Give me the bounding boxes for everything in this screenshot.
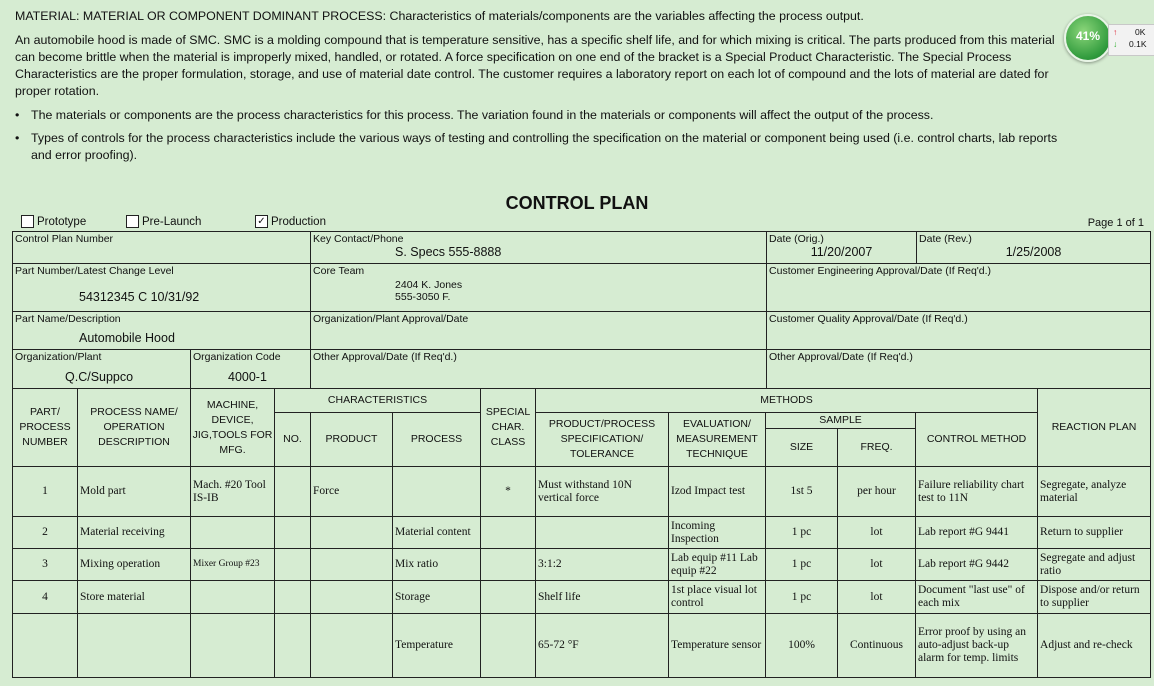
cell-evaluation: Lab equip #11 Lab equip #22 <box>669 549 766 581</box>
col-sample: SAMPLE <box>766 413 916 429</box>
col-reaction-plan: REACTION PLAN <box>1038 389 1151 467</box>
field-label: Customer Quality Approval/Date (If Req'd.) <box>769 313 968 325</box>
core-team-line: 555-3050 F. <box>395 291 451 303</box>
cpu-percent: 41% <box>1075 29 1101 43</box>
cell-product <box>311 517 393 549</box>
cell-machine <box>191 581 275 614</box>
cell-control: Failure reliability chart test to 11N <box>916 467 1038 517</box>
col-evaluation: EVALUATION/ MEASUREMENT TECHNIQUE <box>669 413 766 467</box>
cell-product: Force <box>311 467 393 517</box>
cell-no <box>275 614 311 678</box>
cell-product <box>311 614 393 678</box>
col-spec-tolerance: PRODUCT/PROCESS SPECIFICATION/ TOLERANCE <box>536 413 669 467</box>
checkbox-box[interactable] <box>21 215 34 228</box>
field-label: Core Team <box>313 265 365 277</box>
intro-paragraph: An automobile hood is made of SMC. SMC is a molding compound that is temperature sensitive, has a specific shelf life, and for which mixing is critical. The parts produced from this material can become brittle when the material is improperly mixed, handled, or rotated. A force specification on one end of the bracket is a Special Product Characteristic. The Special Process Characteristics are the proper formulation, storage, and use of material date control. The customer requires a laboratory report on each lot of compound and the lots of material are dated for proper rotation. <box>15 33 1055 98</box>
part-number-value: 54312345 C 10/31/92 <box>79 290 200 304</box>
cell-process <box>393 467 481 517</box>
cell-process: Material content <box>393 517 481 549</box>
cell-spec <box>536 517 669 549</box>
cell-spec: Shelf life <box>536 581 669 614</box>
table-row <box>13 467 1151 517</box>
field-label: Control Plan Number <box>15 233 114 245</box>
other-approval-cell <box>311 350 767 389</box>
cell-no <box>275 581 311 614</box>
cell-process: Mix ratio <box>393 549 481 581</box>
cell-process-name: Mixing operation <box>78 549 191 581</box>
cell-control: Lab report #G 9441 <box>916 517 1038 549</box>
cell-size: 1st 5 <box>766 467 838 517</box>
col-process: PROCESS <box>393 413 481 467</box>
cell-special <box>481 581 536 614</box>
cell-reaction: Adjust and re-check <box>1038 614 1151 678</box>
field-label: Customer Engineering Approval/Date (If Req'd.) <box>769 265 992 277</box>
cell-machine: Mach. #20 Tool IS-IB <box>191 467 275 517</box>
field-label: Key Contact/Phone <box>313 233 404 245</box>
field-label: Other Approval/Date (If Req'd.) <box>769 351 913 363</box>
cell-spec: 3:1:2 <box>536 549 669 581</box>
cell-product <box>311 581 393 614</box>
date-orig-value: 11/20/2007 <box>810 245 873 259</box>
checkbox-label: Pre-Launch <box>142 215 202 228</box>
cell-part: 3 <box>13 549 78 581</box>
cell-freq: lot <box>838 581 916 614</box>
cell-machine: Mixer Group #23 <box>191 549 275 581</box>
cell-reaction: Segregate and adjust ratio <box>1038 549 1151 581</box>
cell-special <box>481 614 536 678</box>
cell-no <box>275 517 311 549</box>
col-no: NO. <box>275 413 311 467</box>
col-size: SIZE <box>766 429 838 467</box>
header-table <box>12 231 1151 389</box>
part-name-cell <box>13 312 311 350</box>
cell-evaluation: Temperature sensor <box>669 614 766 678</box>
bullet-dot-icon: • <box>15 108 20 122</box>
field-label: Other Approval/Date (If Req'd.) <box>313 351 457 363</box>
cell-reaction: Return to supplier <box>1038 517 1151 549</box>
control-plan-table <box>12 388 1151 678</box>
core-team-cell <box>311 264 767 312</box>
field-label: Organization Code <box>193 351 281 363</box>
field-label: Date (Orig.) <box>769 233 824 245</box>
cpu-usage-badge[interactable] <box>1064 14 1112 62</box>
col-part-process-number: PART/ PROCESS NUMBER <box>13 389 78 467</box>
intro-text <box>15 8 1065 170</box>
cell-process-name <box>78 614 191 678</box>
field-label: Date (Rev.) <box>919 233 972 245</box>
cell-no <box>275 549 311 581</box>
bullet-text: The materials or components are the process characteristics for this process. The variation found in the materials or components will affect the output of the process. <box>31 108 934 122</box>
cell-process-name: Material receiving <box>78 517 191 549</box>
other-approval-cell-2 <box>767 350 1151 389</box>
cell-spec: 65-72 °F <box>536 614 669 678</box>
field-label: Organization/Plant Approval/Date <box>313 313 469 325</box>
field-label: Organization/Plant <box>15 351 102 363</box>
checkmark-icon[interactable]: ✓ <box>255 215 268 228</box>
org-code-value: 4000-1 <box>228 370 267 384</box>
cell-no <box>275 467 311 517</box>
cust-quality-cell <box>767 312 1151 350</box>
col-control-method: CONTROL METHOD <box>916 413 1038 467</box>
cell-special <box>481 549 536 581</box>
control-plan-title: CONTROL PLAN <box>505 193 649 213</box>
date-orig-cell <box>767 232 917 264</box>
cell-reaction: Dispose and/or return to supplier <box>1038 581 1151 614</box>
table-row <box>13 581 1151 614</box>
org-plant-cell <box>13 350 191 389</box>
cell-reaction: Segregate, analyze material <box>1038 467 1151 517</box>
key-contact-value: S. Specs 555-8888 <box>395 245 502 259</box>
download-arrow-icon: ↓ <box>1113 39 1118 49</box>
core-team-line: 2404 K. Jones <box>395 279 463 291</box>
cell-process: Storage <box>393 581 481 614</box>
table-row <box>13 549 1151 581</box>
cell-product <box>311 549 393 581</box>
cell-special: * <box>481 467 536 517</box>
checkbox-prototype[interactable] <box>21 215 86 228</box>
cell-part <box>13 614 78 678</box>
cell-size: 1 pc <box>766 517 838 549</box>
col-process-name: PROCESS NAME/ OPERATION DESCRIPTION <box>78 389 191 467</box>
org-approval-cell <box>311 312 767 350</box>
bullet-item <box>15 130 1065 164</box>
cell-part: 1 <box>13 467 78 517</box>
cell-machine <box>191 614 275 678</box>
cp-number-cell <box>13 232 311 264</box>
page-number: Page 1 of 1 <box>1087 217 1144 229</box>
cell-control: Error proof by using an auto-adjust back-up alarm for temp. limits <box>916 614 1038 678</box>
intro-heading: MATERIAL: MATERIAL OR COMPONENT DOMINANT PROCESS: Characteristics of materials/components are the variables affecting the process output. <box>15 9 864 23</box>
checkbox-production[interactable] <box>255 215 326 228</box>
checkbox-prelaunch[interactable] <box>126 215 201 228</box>
table-row <box>13 614 1151 678</box>
cell-freq: lot <box>838 517 916 549</box>
cell-special <box>481 517 536 549</box>
col-methods: METHODS <box>536 389 1038 413</box>
cell-evaluation: 1st place visual lot control <box>669 581 766 614</box>
cell-process-name: Mold part <box>78 467 191 517</box>
upload-arrow-icon: ↑ <box>1113 27 1118 37</box>
cell-process-name: Store material <box>78 581 191 614</box>
cell-machine <box>191 517 275 549</box>
cell-part: 2 <box>13 517 78 549</box>
field-label: Part Number/Latest Change Level <box>15 265 174 277</box>
part-name-value: Automobile Hood <box>79 331 175 345</box>
network-speed-widget[interactable] <box>1108 24 1154 56</box>
cell-control: Lab report #G 9442 <box>916 549 1038 581</box>
cell-spec: Must withstand 10N vertical force <box>536 467 669 517</box>
field-label: Part Name/Description <box>15 313 121 325</box>
cell-part: 4 <box>13 581 78 614</box>
cell-process: Temperature <box>393 614 481 678</box>
org-code-cell <box>191 350 311 389</box>
download-speed: 0.1K <box>1129 39 1147 49</box>
upload-speed: 0K <box>1135 27 1146 37</box>
cust-eng-cell <box>767 264 1151 312</box>
table-row <box>13 517 1151 549</box>
cell-evaluation: Incoming Inspection <box>669 517 766 549</box>
cell-size: 1 pc <box>766 549 838 581</box>
cell-size: 1 pc <box>766 581 838 614</box>
cell-freq: lot <box>838 549 916 581</box>
col-characteristics: CHARACTERISTICS <box>275 389 481 413</box>
bullet-dot-icon: • <box>15 131 20 145</box>
cell-control: Document "last use" of each mix <box>916 581 1038 614</box>
phase-checkboxes <box>15 215 1150 231</box>
col-freq: FREQ. <box>838 429 916 467</box>
checkbox-box[interactable] <box>126 215 139 228</box>
bullet-item <box>15 107 1065 124</box>
org-plant-value: Q.C/Suppco <box>65 370 134 384</box>
checkbox-label: Prototype <box>37 215 87 228</box>
col-special-char: SPECIAL CHAR. CLASS <box>481 389 536 467</box>
key-contact-cell <box>311 232 767 264</box>
date-rev-value: 1/25/2008 <box>1005 245 1062 259</box>
bullet-text: Types of controls for the process characteristics include the various ways of testing and controlling the specification on the material or component being used (i.e. control charts, lab reports and error proofing). <box>31 131 1058 162</box>
cell-freq: per hour <box>838 467 916 517</box>
col-product: PRODUCT <box>311 413 393 467</box>
col-machine: MACHINE, DEVICE, JIG,TOOLS FOR MFG. <box>191 389 275 467</box>
checkbox-label: Production <box>271 215 326 228</box>
date-rev-cell <box>917 232 1151 264</box>
cell-evaluation: Izod Impact test <box>669 467 766 517</box>
cell-freq: Continuous <box>838 614 916 678</box>
cell-size: 100% <box>766 614 838 678</box>
part-number-cell <box>13 264 311 312</box>
